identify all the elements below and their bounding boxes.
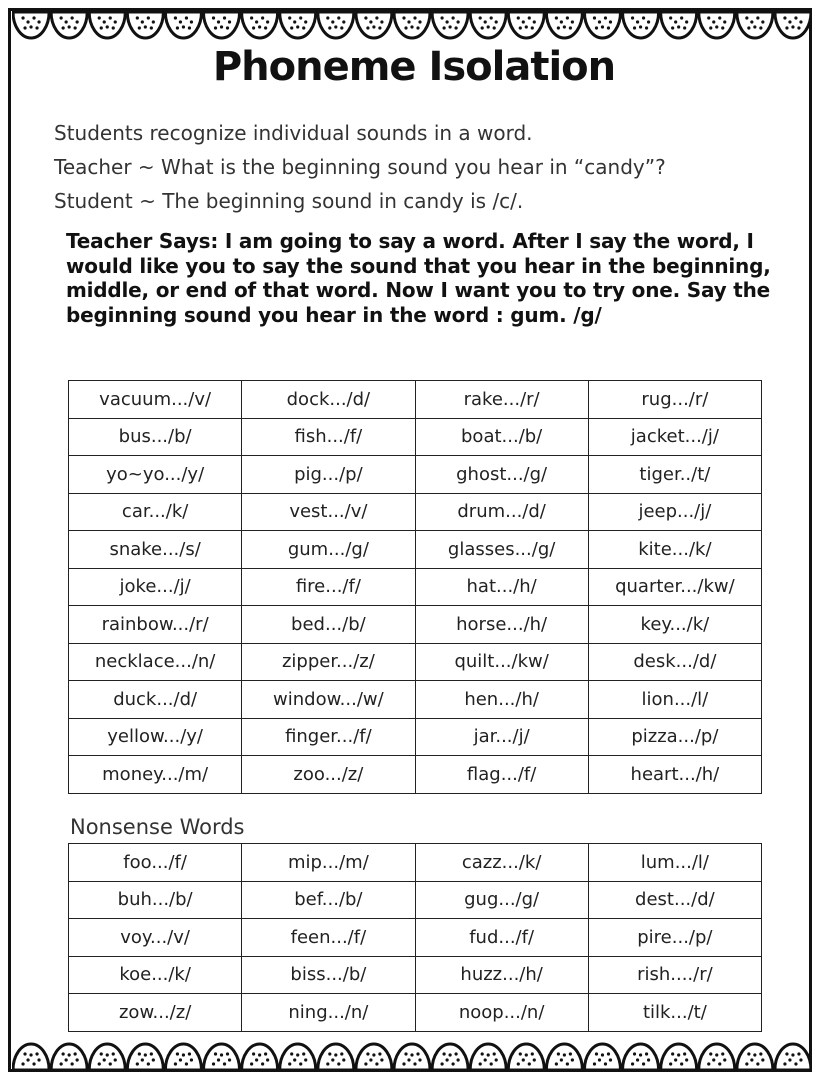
- table-row: [69, 718, 762, 756]
- word-cell: pizza.../p/: [588, 718, 761, 756]
- word-cell: finger.../f/: [242, 718, 415, 756]
- nonsense-table-row: [69, 919, 762, 957]
- word-cell: snake.../s/: [69, 531, 242, 569]
- word-cell: joke.../j/: [69, 568, 242, 606]
- word-cell: necklace.../n/: [69, 643, 242, 681]
- word-cell: yo~yo.../y/: [69, 456, 242, 494]
- word-cell: fud.../f/: [415, 919, 588, 957]
- word-cell: foo.../f/: [69, 844, 242, 882]
- table-row: [69, 493, 762, 531]
- word-cell: boat.../b/: [415, 418, 588, 456]
- word-cell: rainbow.../r/: [69, 606, 242, 644]
- word-cell: hat.../h/: [415, 568, 588, 606]
- table-row: [69, 381, 762, 419]
- word-cell: car.../k/: [69, 493, 242, 531]
- page-title: Phoneme Isolation: [212, 44, 616, 90]
- table-row: [69, 568, 762, 606]
- word-cell: ghost.../g/: [415, 456, 588, 494]
- word-cell: bed.../b/: [242, 606, 415, 644]
- word-cell: jeep.../j/: [588, 493, 761, 531]
- word-cell: kite.../k/: [588, 531, 761, 569]
- word-cell: vest.../v/: [242, 493, 415, 531]
- word-cell: window.../w/: [242, 681, 415, 719]
- word-cell: gum.../g/: [242, 531, 415, 569]
- intro-text: [54, 116, 666, 218]
- word-cell: bef.../b/: [242, 881, 415, 919]
- word-cell: cazz.../k/: [415, 844, 588, 882]
- word-cell: rish..../r/: [588, 956, 761, 994]
- word-cell: biss.../b/: [242, 956, 415, 994]
- word-cell: key.../k/: [588, 606, 761, 644]
- word-cell: quarter.../kw/: [588, 568, 761, 606]
- nonsense-words-label: Nonsense Words: [70, 815, 245, 839]
- word-cell: feen.../f/: [242, 919, 415, 957]
- word-cell: bus.../b/: [69, 418, 242, 456]
- teacher-says-instructions: Teacher Says: I am going to say a word. After I say the word, I would like you to say the sound that you hear in the beginning, middle, or end of that word. Now I want you to try one. Say the beginning sound you hear in the word : gum. /g/: [66, 229, 771, 327]
- word-cell: lum.../l/: [588, 844, 761, 882]
- word-cell: money.../m/: [69, 756, 242, 794]
- word-cell: zoo.../z/: [242, 756, 415, 794]
- word-cell: lion.../l/: [588, 681, 761, 719]
- word-cell: fish.../f/: [242, 418, 415, 456]
- word-cell: noop.../n/: [415, 994, 588, 1032]
- word-cell: quilt.../kw/: [415, 643, 588, 681]
- word-cell: desk.../d/: [588, 643, 761, 681]
- word-cell: ning.../n/: [242, 994, 415, 1032]
- nonsense-word-table: [68, 843, 762, 1032]
- word-cell: rug.../r/: [588, 381, 761, 419]
- nonsense-table-row: [69, 994, 762, 1032]
- word-cell: zipper.../z/: [242, 643, 415, 681]
- table-row: [69, 418, 762, 456]
- word-cell: gug.../g/: [415, 881, 588, 919]
- word-cell: mip.../m/: [242, 844, 415, 882]
- word-cell: jacket.../j/: [588, 418, 761, 456]
- word-cell: zow.../z/: [69, 994, 242, 1032]
- word-cell: flag.../f/: [415, 756, 588, 794]
- word-cell: pig.../p/: [242, 456, 415, 494]
- word-cell: dock.../d/: [242, 381, 415, 419]
- word-cell: hen.../h/: [415, 681, 588, 719]
- word-cell: glasses.../g/: [415, 531, 588, 569]
- word-cell: vacuum.../v/: [69, 381, 242, 419]
- word-cell: huzz.../h/: [415, 956, 588, 994]
- table-row: [69, 456, 762, 494]
- word-cell: jar.../j/: [415, 718, 588, 756]
- word-cell: fire.../f/: [242, 568, 415, 606]
- table-row: [69, 643, 762, 681]
- nonsense-table-row: [69, 956, 762, 994]
- word-cell: tilk.../t/: [588, 994, 761, 1032]
- word-cell: voy.../v/: [69, 919, 242, 957]
- nonsense-table-row: [69, 844, 762, 882]
- word-cell: duck.../d/: [69, 681, 242, 719]
- word-cell: buh.../b/: [69, 881, 242, 919]
- top-scallop-border: [12, 8, 812, 42]
- bottom-scallop-border: [12, 1040, 812, 1074]
- word-cell: drum.../d/: [415, 493, 588, 531]
- nonsense-table-row: [69, 881, 762, 919]
- word-cell: heart.../h/: [588, 756, 761, 794]
- table-row: [69, 756, 762, 794]
- word-cell: rake.../r/: [415, 381, 588, 419]
- table-row: [69, 531, 762, 569]
- intro-line-2: Teacher ~ What is the beginning sound you hear in “candy”?: [54, 155, 666, 179]
- intro-line-1: Students recognize individual sounds in a word.: [54, 121, 533, 145]
- word-cell: koe.../k/: [69, 956, 242, 994]
- word-cell: yellow.../y/: [69, 718, 242, 756]
- word-cell: horse.../h/: [415, 606, 588, 644]
- table-row: [69, 681, 762, 719]
- word-table: [68, 380, 762, 794]
- word-cell: dest.../d/: [588, 881, 761, 919]
- word-cell: tiger../t/: [588, 456, 761, 494]
- word-cell: pire.../p/: [588, 919, 761, 957]
- intro-line-3: Student ~ The beginning sound in candy is /c/.: [54, 189, 524, 213]
- table-row: [69, 606, 762, 644]
